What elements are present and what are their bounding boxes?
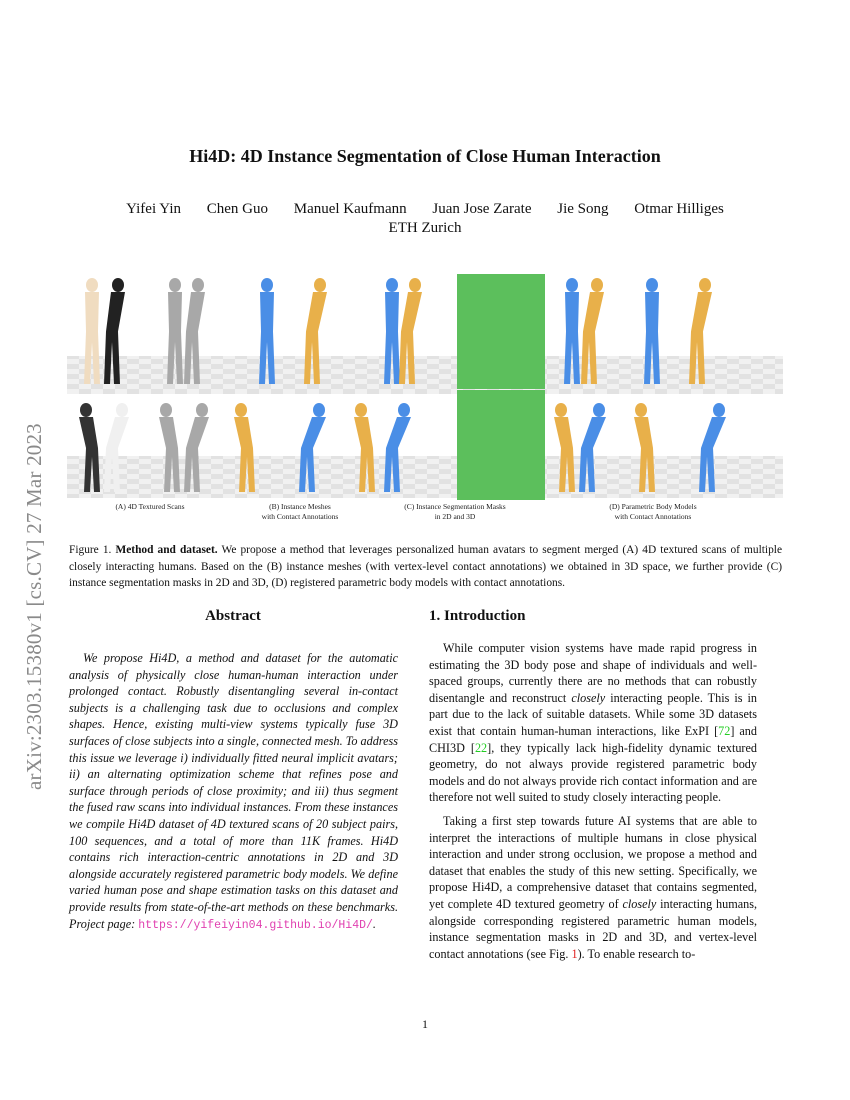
- introduction-heading: 1. Introduction: [429, 608, 526, 624]
- intro-paragraph-2: Taking a first step towards future AI systems that are able to interpret the interactions of multiple humans in close physical interaction and under strong occlusion, we propose a method and dataset that enables the study of this new setting. Specifically, we propose Hi4D, a comprehensive dataset that contains segmented, yet complete 4D textured geometry of closely interacting humans, alongside corresponding registered parametric human models, instance segmentation masks in 2D and 3D, and vertex-level contact annotations (see Fig. 1). To enable research to-: [429, 813, 757, 961]
- figure-label-d: (D) Parametric Body Models with Contact Annotations: [609, 502, 697, 521]
- green-panel-top: [457, 274, 545, 389]
- floor-top: [67, 356, 783, 394]
- author: Otmar Hilliges: [634, 201, 724, 217]
- green-panel-bottom: [457, 390, 545, 500]
- author: Manuel Kaufmann: [293, 201, 407, 217]
- figure-1-image: [67, 274, 783, 500]
- page-number: 1: [422, 1017, 428, 1031]
- author: Juan Jose Zarate: [432, 201, 532, 217]
- citation-link[interactable]: 72: [718, 723, 731, 738]
- author: Yifei Yin: [126, 201, 181, 217]
- abstract-body: We propose Hi4D, a method and dataset for the automatic analysis of physically close human-human interaction under prolonged contact. Robustly disentangling several in-contact subjects is a challenging task due to occlusions and complex shapes. Hence, existing multi-view systems typically fuse 3D surfaces of close subjects into a single, connected mesh. To address this issue we leverage i) individually fitted neural implicit avatars; ii) an alternating optimization scheme that refines pose and surface through periods of close proximity; and iii) thus segment the fused raw scans into individual instances. From these instances we compile Hi4D dataset of 4D textured scans of 20 subject pairs, 100 sequences, and a total of more than 11K frames. Hi4D contains rich interaction-centric annotations in 2D and 3D alongside accurately registered parametric body models. We define varied human pose and shape estimation tasks on this dataset and provide results from state-of-the-art methods on these benchmarks. Project page: https://yifeiyin04.github.io/Hi4D/.: [69, 651, 398, 932]
- figure-ref-link[interactable]: 1: [571, 946, 578, 961]
- introduction-body: [429, 640, 757, 962]
- caption-title: Method and dataset.: [115, 544, 218, 556]
- figure-label-b: (B) Instance Meshes with Contact Annotations: [261, 502, 339, 521]
- affiliation: ETH Zurich: [388, 220, 462, 236]
- citation-link[interactable]: 22: [474, 740, 488, 755]
- arxiv-stamp: arXiv:2303.15380v1 [cs.CV] 27 Mar 2023: [22, 423, 46, 790]
- intro-paragraph-1: While computer vision systems have made rapid progress in estimating the 3D body pose and shape of individuals and well-spaced groups, currently there are no methods that can robustly disentangle and reconstruct closely interacting people. This is in part due to the lack of suitable datasets. While some 3D datasets exist that contain human-human interactions, like ExPI [72] and CHI3D [22], they typically lack high-fidelity dynamic textured geometry, do not always provide registered parametric body models and do not always provide rich contact information and are therefore not well suited to study closely interacting people.: [429, 641, 757, 805]
- figure-label-a: (A) 4D Textured Scans: [115, 502, 185, 511]
- author: Chen Guo: [206, 201, 268, 217]
- paper-title: Hi4D: 4D Instance Segmentation of Close Human Interaction: [189, 146, 661, 166]
- author-list: [0, 201, 850, 218]
- figure-label-c: (C) Instance Segmentation Masks in 2D and 3D: [404, 502, 506, 521]
- author: Jie Song: [557, 201, 609, 217]
- abstract-heading: Abstract: [205, 608, 261, 624]
- project-page-link[interactable]: https://yifeiyin04.github.io/Hi4D/: [138, 918, 373, 932]
- figure-caption: Figure 1. Method and dataset. We propose a method that leverages personalized human avatars to segment merged (A) 4D textured scans of multiple closely interacting humans. Based on the (B) instance meshes (with vertex-level contact annotations) we obtained in 3D space, we further provide (C) instance segmentation masks in 2D and 3D, (D) registered parametric body models with contact annotations.: [69, 544, 782, 589]
